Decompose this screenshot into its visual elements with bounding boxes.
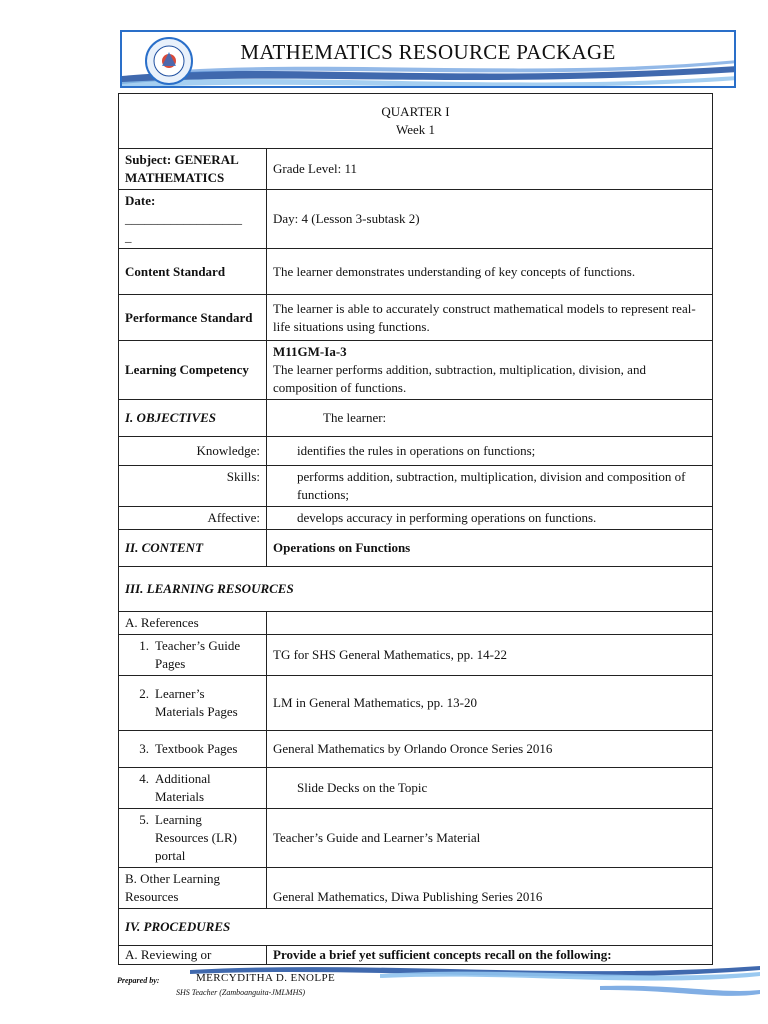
- resource-label: Teacher’s Guide Pages: [155, 638, 241, 671]
- learning-competency-row: [119, 341, 713, 400]
- preparer-name: MERCYDITHA D. ENOLPE: [196, 972, 336, 984]
- date-row: [119, 190, 713, 249]
- competency-text: The learner performs addition, subtraction, multiplication, division, and composition of functions.: [273, 362, 646, 395]
- content-standard-label: Content Standard: [119, 249, 267, 295]
- performance-standard-label: Performance Standard: [119, 295, 267, 341]
- resource-item-row: [119, 731, 713, 768]
- procedure-value: Provide a brief yet sufficient concepts recall on the following:: [267, 946, 713, 965]
- resource-label: Learner’s Materials Pages: [155, 686, 238, 719]
- objective-label: Skills:: [119, 466, 267, 507]
- week-label: Week 1: [395, 122, 436, 137]
- objective-text: develops accuracy in performing operations on functions.: [267, 507, 713, 530]
- references-label: A. References: [119, 612, 267, 635]
- date-blank-tail: _: [125, 229, 132, 244]
- day-value: Day: 4 (Lesson 3-subtask 2): [267, 190, 713, 249]
- date-label: Date:: [125, 193, 156, 208]
- resource-label: Learning Resources (LR) portal: [155, 812, 237, 863]
- objective-text: identifies the rules in operations on functions;: [267, 437, 713, 466]
- content-row: [119, 530, 713, 567]
- resource-label: Textbook Pages: [155, 741, 238, 756]
- grade-level-value: Grade Level: 11: [267, 149, 713, 190]
- lesson-plan-table: [118, 93, 713, 965]
- resource-value: Teacher’s Guide and Learner’s Material: [267, 809, 713, 868]
- resource-value: LM in General Mathematics, pp. 13-20: [267, 676, 713, 731]
- references-row: [119, 612, 713, 635]
- other-resources-value: General Mathematics, Diwa Publishing Series 2016: [267, 868, 713, 909]
- resource-num: 3.: [139, 741, 149, 756]
- objectives-heading: I. OBJECTIVES: [119, 400, 267, 437]
- objective-skills-row: [119, 466, 713, 507]
- procedures-heading: IV. PROCEDURES: [119, 909, 713, 946]
- performance-standard-value: The learner is able to accurately construct mathematical models to represent real-life situations using functions.: [267, 295, 713, 341]
- performance-standard-row: [119, 295, 713, 341]
- objective-label: Affective:: [119, 507, 267, 530]
- preparer-role: SHS Teacher (Zamboanguita-JMLMHS): [176, 988, 306, 997]
- learning-competency-label: Learning Competency: [119, 341, 267, 400]
- resource-label: Additional Materials: [155, 771, 211, 804]
- procedures-heading-row: [119, 909, 713, 946]
- resource-value: General Mathematics by Orlando Oronce Series 2016: [267, 731, 713, 768]
- page-header: [120, 30, 736, 88]
- content-value: Operations on Functions: [267, 530, 713, 567]
- content-standard-value: The learner demonstrates understanding of key concepts of functions.: [267, 249, 713, 295]
- resource-num: 1.: [139, 638, 149, 653]
- resource-value: Slide Decks on the Topic: [267, 768, 713, 809]
- footer-swoosh-decoration: [0, 960, 768, 1020]
- resource-item-row: [119, 676, 713, 731]
- objective-affective-row: [119, 507, 713, 530]
- resource-item-row: [119, 768, 713, 809]
- objectives-heading-row: [119, 400, 713, 437]
- objective-knowledge-row: [119, 437, 713, 466]
- objectives-intro: The learner:: [267, 400, 713, 437]
- document-title: MATHEMATICS RESOURCE PACKAGE: [240, 40, 616, 64]
- resource-item-row: [119, 809, 713, 868]
- resource-value: TG for SHS General Mathematics, pp. 14-22: [267, 635, 713, 676]
- procedure-label: A. Reviewing or: [119, 946, 267, 965]
- other-resources-label: B. Other Learning Resources: [119, 868, 267, 909]
- resources-heading: III. LEARNING RESOURCES: [119, 567, 713, 612]
- date-blank: __________________: [125, 211, 242, 226]
- resource-item-row: [119, 635, 713, 676]
- resource-num: 2.: [139, 686, 149, 701]
- content-heading: II. CONTENT: [119, 530, 267, 567]
- subject-row: [119, 149, 713, 190]
- quarter-row: [119, 94, 713, 149]
- objective-label: Knowledge:: [119, 437, 267, 466]
- resources-heading-row: [119, 567, 713, 612]
- quarter-title: QUARTER I: [381, 104, 450, 119]
- objective-text: performs addition, subtraction, multiplication, division and composition of functions;: [267, 466, 713, 507]
- prepared-by-label: Prepared by:: [117, 976, 160, 985]
- competency-code: M11GM-Ia-3: [273, 344, 347, 359]
- content-standard-row: [119, 249, 713, 295]
- other-resources-row: [119, 868, 713, 909]
- resource-num: 5.: [139, 812, 149, 827]
- subject-label: Subject: GENERAL MATHEMATICS: [119, 149, 267, 190]
- resource-num: 4.: [139, 771, 149, 786]
